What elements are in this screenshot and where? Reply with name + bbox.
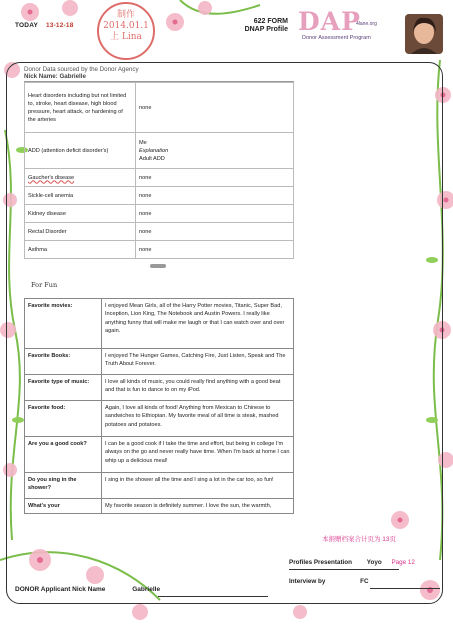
page-number: Page 12 — [391, 559, 415, 566]
donor-photo — [405, 14, 443, 54]
today-label: TODAY — [15, 22, 38, 29]
table-row: Favorite type of music: I love all kinds of music, you could really find anything with a good beat and that is fun to dance to on my iPod. — [25, 375, 294, 401]
today-header — [15, 22, 74, 29]
profiles-underline — [289, 569, 399, 570]
medical-section — [24, 66, 294, 259]
table-row: Gaucher's disease none — [25, 169, 294, 187]
nick-name-line: Nick Name: Gabrielle — [24, 73, 294, 82]
table-row: Sickle-cell anemia none — [25, 187, 294, 205]
table-row: Asthma none — [25, 241, 294, 259]
interview-by: Interview by FC — [289, 578, 369, 585]
source-line: Donor Data sourced by the Donor Agency — [24, 66, 139, 73]
table-row: Heart disorders including but not limited to, stroke, heart disease, high blood pressure, heart attack, or hardening of the arteries none — [25, 83, 294, 133]
table-row: Favorite food: Again, I love all kinds of food! Anything from Mexican to Chinese to sandwiches to Ethiopian. My favorite meal of all time is steak, mashed potatoes and potatoes. — [25, 401, 294, 437]
for-fun-title: For Fun — [31, 281, 58, 289]
medical-table — [24, 82, 294, 259]
table-row: Rectal Disorder none — [25, 223, 294, 241]
table-row: Are you a good cook? I can be a good cook if I take the time and effort, but being in college I'm always on the go and never really have time. When I'm back at home I can whip up a delicious meal! — [25, 437, 294, 473]
donor-underline — [158, 596, 268, 597]
page-count-note: 本捐赠档案合计页为 13页 — [322, 536, 397, 543]
form-title: 622 FORM DNAP Profile — [244, 18, 288, 33]
interview-underline — [370, 588, 440, 589]
table-row: What's your My favorite season is definitely summer. I love the sun, the warmth, — [25, 499, 294, 514]
for-fun-table — [24, 298, 294, 514]
approval-stamp: 制作 2014.01.1 上 Lina — [97, 2, 155, 60]
table-row: Kidney disease none — [25, 205, 294, 223]
dap-logo: DAP 4lane.org Donor Assessment Program — [298, 7, 377, 41]
table-row: ADD (attention deficit disorder's) Me Explanation Adult ADD — [25, 133, 294, 169]
page-split-handle[interactable] — [150, 264, 166, 268]
today-date: 13-12-18 — [45, 22, 74, 29]
table-row: Favorite movies: I enjoyed Mean Girls, all of the Harry Potter movies, Titanic, Super Bad, Inception, Lion King, The Notebook and Austin Powers. I really like anything funny that will make me laugh or that I can watch over and over again. — [25, 299, 294, 349]
table-row: Do you sing in the shower? I sing in the shower all the time and I sing a lot in the car too, so fun! — [25, 473, 294, 499]
for-fun-section — [24, 298, 294, 514]
table-row: Favorite Books: I enjoyed The Hunger Games, Catching Fire, Just Listen, Speak and The Truth About Forever. — [25, 349, 294, 375]
profiles-presentation: Profiles Presentation Yoyo Page 12 — [289, 559, 415, 566]
donor-nick-name: DONOR Applicant Nick Name Gabrielle — [15, 586, 161, 593]
